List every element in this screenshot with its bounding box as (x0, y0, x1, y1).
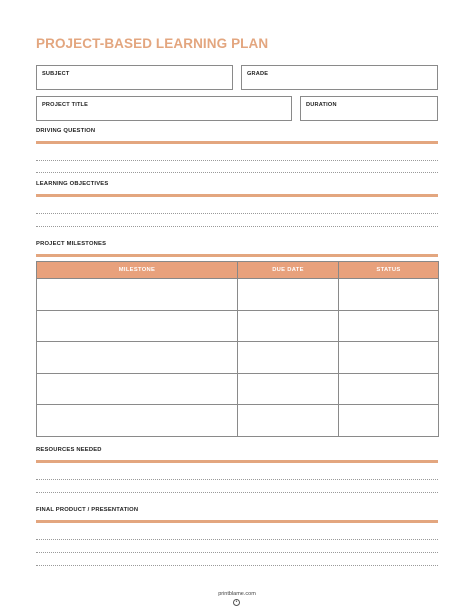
project-milestones-label: PROJECT MILESTONES (36, 241, 107, 247)
resources-needed-rule (36, 460, 438, 463)
grade-label: GRADE (247, 71, 269, 77)
learning-objectives-line[interactable] (36, 213, 438, 214)
footer-url: printblame.com (218, 591, 256, 597)
milestone-column-header: MILESTONE (37, 262, 238, 279)
final-product-line[interactable] (36, 552, 438, 553)
final-product-line[interactable] (36, 565, 438, 566)
driving-question-line[interactable] (36, 172, 438, 173)
final-product-label: FINAL PRODUCT / PRESENTATION (36, 507, 139, 513)
milestone-cell[interactable] (37, 342, 238, 374)
project-title-label: PROJECT TITLE (42, 102, 89, 108)
table-row (37, 342, 439, 374)
final-product-rule (36, 520, 438, 523)
due-date-cell[interactable] (238, 373, 339, 405)
driving-question-label: DRIVING QUESTION (36, 128, 96, 134)
milestones-header-row (37, 262, 439, 279)
table-row (37, 373, 439, 405)
milestone-cell[interactable] (37, 310, 238, 342)
driving-question-line[interactable] (36, 160, 438, 161)
table-row (37, 279, 439, 311)
milestone-cell[interactable] (37, 373, 238, 405)
status-cell[interactable] (339, 342, 439, 374)
page-title: PROJECT-BASED LEARNING PLAN (36, 36, 269, 51)
duration-label: DURATION (306, 102, 337, 108)
circle-logo-icon: • (233, 599, 240, 606)
due-date-cell[interactable] (238, 405, 339, 437)
status-cell[interactable] (339, 373, 439, 405)
due-date-column-header: DUE DATE (238, 262, 339, 279)
status-cell[interactable] (339, 279, 439, 311)
resources-needed-line[interactable] (36, 492, 438, 493)
duration-field[interactable] (300, 96, 438, 121)
project-milestones-rule (36, 254, 438, 257)
driving-question-rule (36, 141, 438, 144)
milestones-table (36, 261, 439, 437)
final-product-line[interactable] (36, 539, 438, 540)
table-row (37, 405, 439, 437)
milestone-cell[interactable] (37, 405, 238, 437)
due-date-cell[interactable] (238, 310, 339, 342)
resources-needed-label: RESOURCES NEEDED (36, 447, 102, 453)
due-date-cell[interactable] (238, 342, 339, 374)
learning-objectives-rule (36, 194, 438, 197)
table-row (37, 310, 439, 342)
milestone-cell[interactable] (37, 279, 238, 311)
status-column-header: STATUS (339, 262, 439, 279)
grade-field[interactable] (241, 65, 438, 90)
resources-needed-line[interactable] (36, 479, 438, 480)
learning-objectives-label: LEARNING OBJECTIVES (36, 181, 109, 187)
learning-objectives-line[interactable] (36, 226, 438, 227)
subject-label: SUBJECT (42, 71, 70, 77)
subject-field[interactable] (36, 65, 233, 90)
status-cell[interactable] (339, 310, 439, 342)
project-title-field[interactable] (36, 96, 292, 121)
due-date-cell[interactable] (238, 279, 339, 311)
status-cell[interactable] (339, 405, 439, 437)
